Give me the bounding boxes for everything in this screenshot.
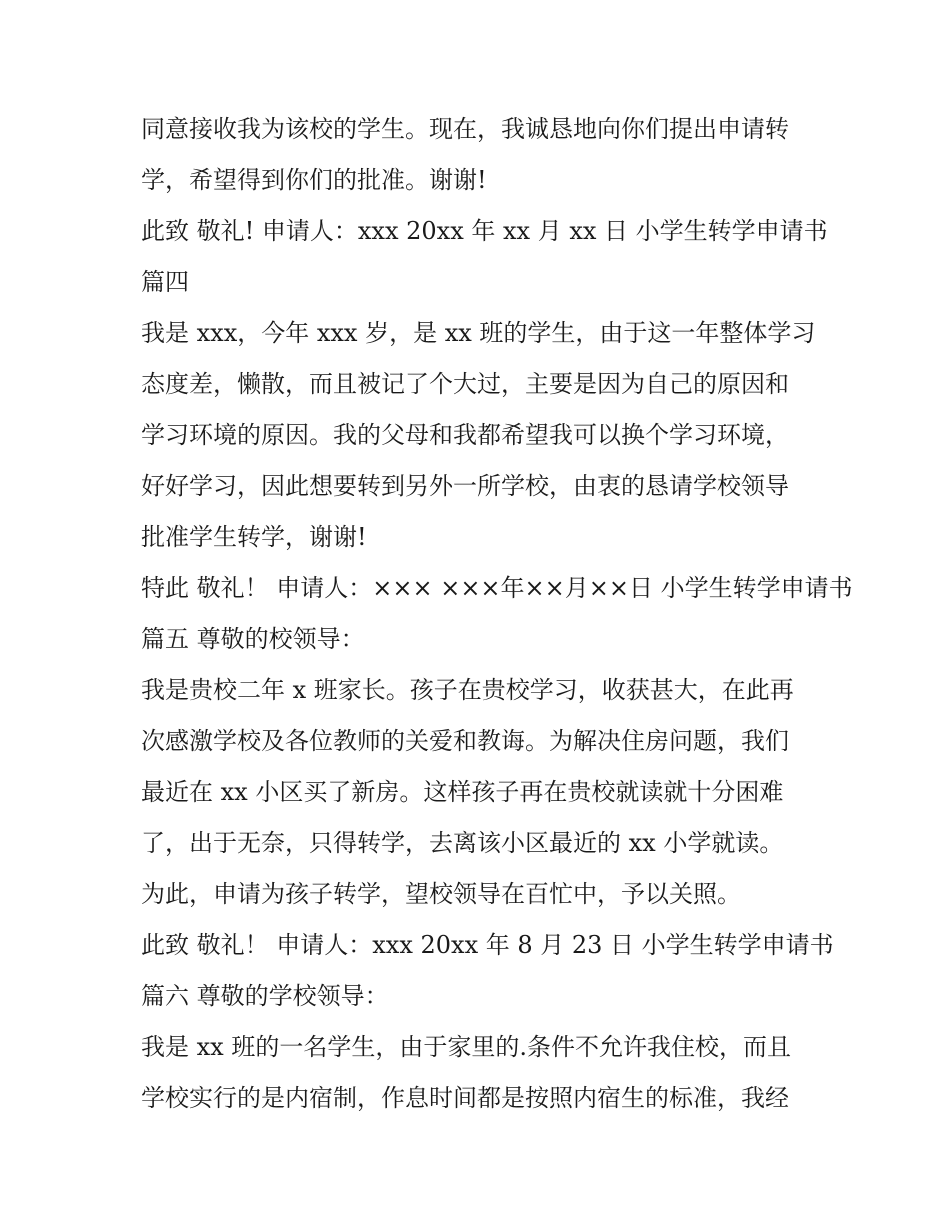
- text-line: 最近在 xx 小区买了新房。这样孩子再在贵校就读就十分困难: [141, 778, 784, 806]
- text-line: 特此 敬礼！ 申请人：××× ×××年××月××日 小学生转学申请书: [141, 574, 853, 602]
- text-line: 好好学习，因此想要转到另外一所学校，由衷的恳请学校领导: [141, 472, 789, 500]
- text-line: 此致 敬礼! 申请人：xxx 20xx 年 xx 月 xx 日 小学生转学申请书: [141, 217, 828, 245]
- section-heading: 篇四: [141, 268, 189, 296]
- text-line: 学校实行的是内宿制，作息时间都是按照内宿生的标准，我经: [141, 1084, 789, 1112]
- text-line: 我是 xx 班的一名学生，由于家里的.条件不允许我住校，而且: [141, 1033, 791, 1061]
- text-line: 此致 敬礼！ 申请人：xxx 20xx 年 8 月 23 日 小学生转学申请书: [141, 931, 834, 959]
- text-line: 为此，申请为孩子转学，望校领导在百忙中，予以关照。: [141, 880, 741, 908]
- text-line: 次感激学校及各位教师的关爱和教诲。为解决住房问题，我们: [141, 727, 789, 755]
- text-line: 学，希望得到你们的批准。谢谢!: [141, 166, 487, 194]
- text-line: 同意接收我为该校的学生。现在，我诚恳地向你们提出申请转: [141, 115, 789, 143]
- section-heading: 篇五 尊敬的校领导：: [141, 625, 365, 653]
- text-line: 态度差，懒散，而且被记了个大过，主要是因为自己的原因和: [141, 370, 789, 398]
- text-line: 我是 xxx，今年 xxx 岁，是 xx 班的学生，由于这一年整体学习: [141, 319, 816, 347]
- text-line: 我是贵校二年 x 班家长。孩子在贵校学习，收获甚大，在此再: [141, 676, 794, 704]
- text-line: 批准学生转学，谢谢!: [141, 523, 367, 551]
- text-line: 学习环境的原因。我的父母和我都希望我可以换个学习环境，: [141, 421, 789, 449]
- section-heading: 篇六 尊敬的学校领导：: [141, 982, 389, 1010]
- text-line: 了，出于无奈，只得转学，去离该小区最近的 xx 小学就读。: [141, 829, 784, 857]
